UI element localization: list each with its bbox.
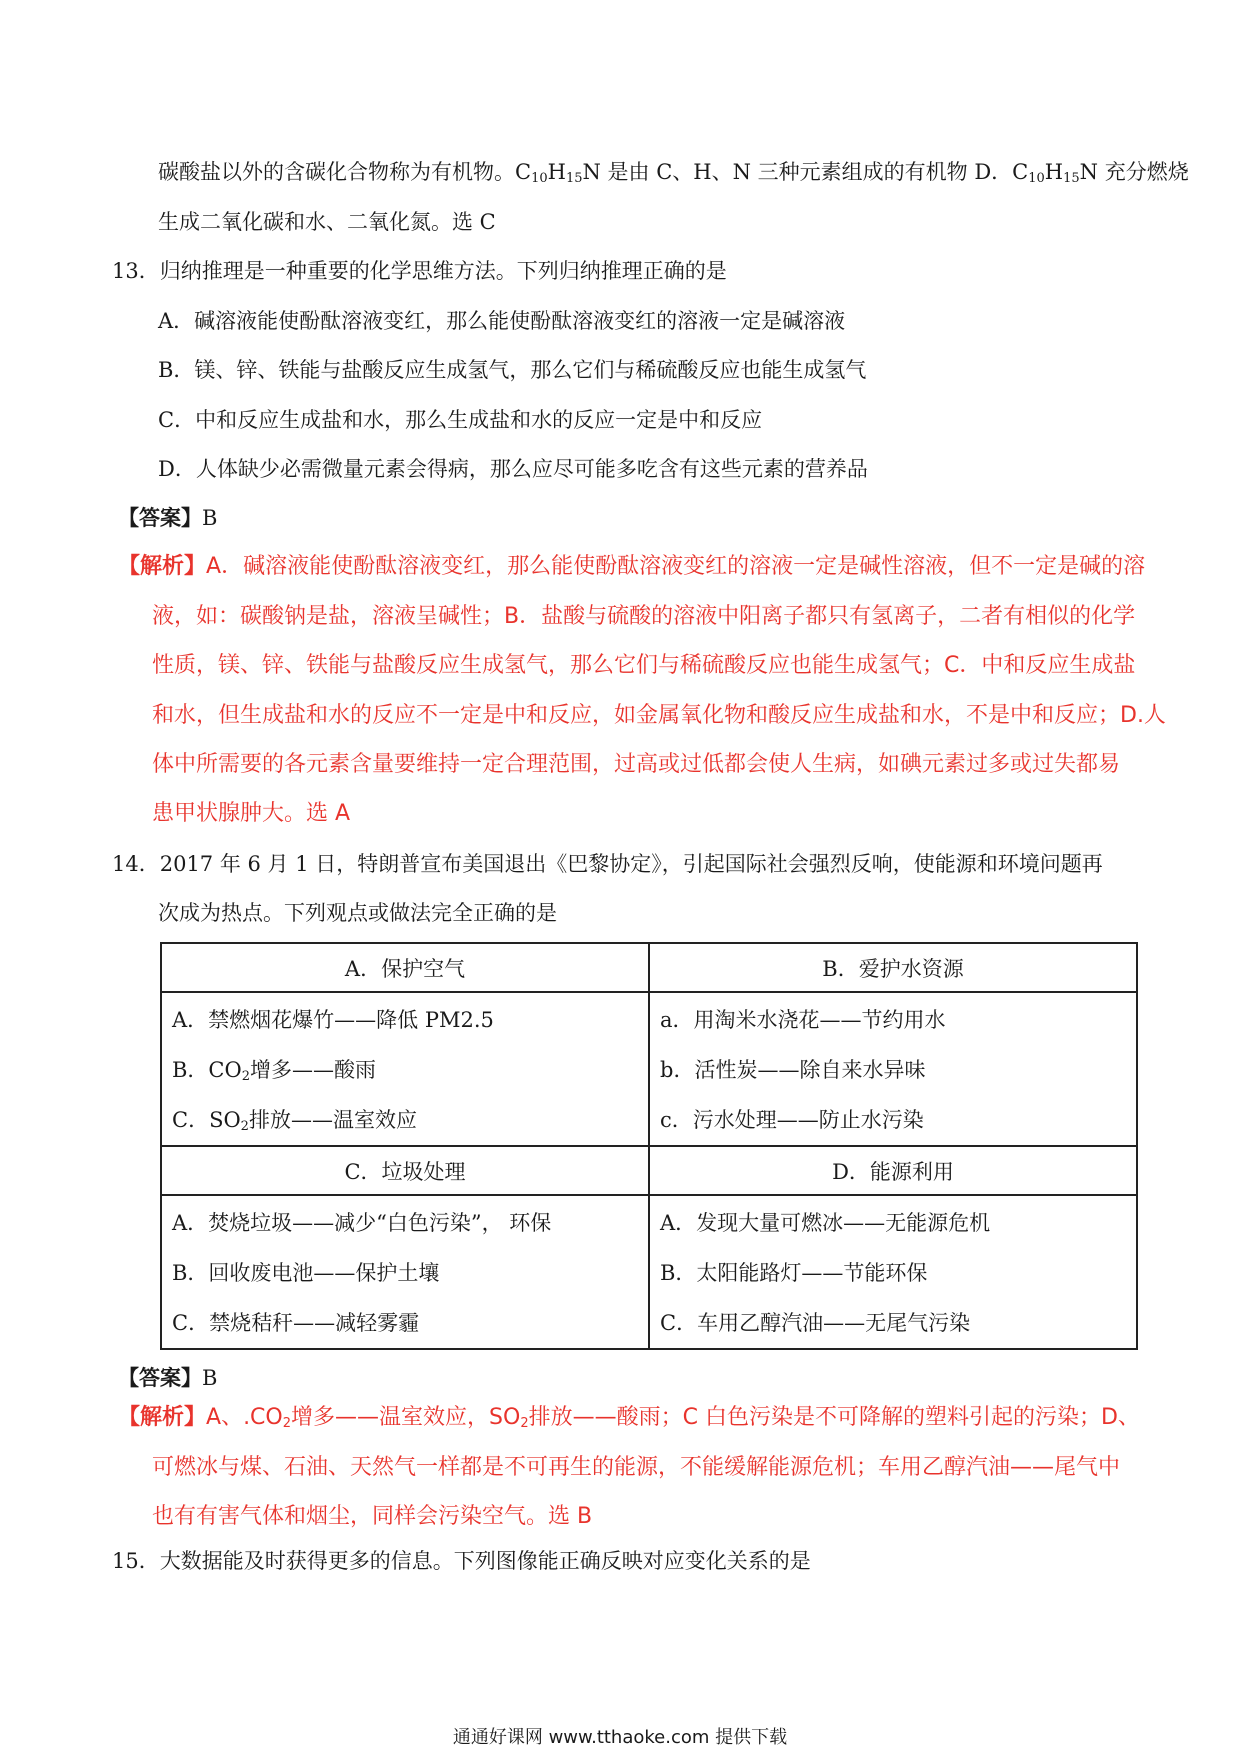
page-footer: 通通好课网 www.tthaoke.com 提供下载	[452, 1727, 788, 1748]
table-cell-b	[649, 992, 1137, 1146]
table-cell-c	[161, 1195, 649, 1349]
q13-option-c: C．中和反应生成盐和水，那么生成盐和水的反应一定是中和反应	[158, 408, 763, 432]
subscript: 10	[531, 171, 548, 186]
q13-analysis-line-4: 和水，但生成盐和水的反应不一定是中和反应，如金属氧化物和酸反应生成盐和水，不是中和反应；D.人	[152, 703, 1166, 728]
table-header-d: D．能源利用	[649, 1146, 1137, 1195]
q14-analysis-line-2: 可燃冰与煤、石油、天然气一样都是不可再生的能源，不能缓解能源危机；车用乙醇汽油——尾气中	[152, 1455, 1121, 1480]
table-item: B．太阳能路灯——节能环保	[660, 1261, 928, 1285]
subscript: 2	[520, 1416, 529, 1431]
text-segment: 增多——温室效应，SO	[291, 1405, 521, 1430]
answer-value: B	[202, 1366, 218, 1390]
q12-analysis-line-1	[158, 157, 1189, 187]
table-item: b．活性炭——除自来水异味	[660, 1058, 926, 1082]
q13-option-d: D．人体缺少必需微量元素会得病，那么应尽可能多吃含有这些元素的营养品	[158, 457, 868, 481]
table-header-a: A．保护空气	[161, 943, 649, 992]
answer-label: 【答案】	[118, 505, 202, 530]
text-segment: N 充分燃烧	[1079, 160, 1189, 184]
table-item: C．车用乙醇汽油——无尾气污染	[660, 1311, 971, 1335]
text-segment: 碳酸盐以外的含碳化合物称为有机物。C	[158, 160, 532, 184]
text-segment: B．CO	[172, 1058, 242, 1082]
subscript: 15	[565, 171, 583, 186]
subscript: 2	[282, 1416, 292, 1431]
q12-analysis-line-2: 生成二氧化碳和水、二氧化氮。选 C	[158, 210, 496, 234]
q14-stem-line-1: 14．2017 年 6 月 1 日，特朗普宣布美国退出《巴黎协定》，引起国际社会强烈反响，使能源和环境问题再	[112, 852, 1103, 876]
q14-options-table	[160, 942, 1138, 1350]
analysis-label: 【解析】	[118, 1405, 207, 1430]
table-item	[162, 1095, 648, 1145]
text-segment: A．碱溶液能使酚酞溶液变红，那么能使酚酞溶液变红的溶液一定是碱性溶液，但不一定是碱的溶	[206, 554, 1146, 579]
subscript: 10	[1028, 171, 1045, 186]
table-cell-d	[649, 1195, 1137, 1349]
table-item: A．禁燃烟花爆竹——降低 PM2.5	[172, 1008, 494, 1032]
q13-analysis-line-3: 性质，镁、锌、铁能与盐酸反应生成氢气，那么它们与稀硫酸反应也能生成氢气；C．中和反应生成盐	[152, 653, 1136, 678]
table-header-b: B．爱护水资源	[649, 943, 1137, 992]
table-item: c．污水处理——防止水污染	[660, 1108, 924, 1132]
q13-analysis-line-2: 液，如：碳酸钠是盐，溶液呈碱性；B．盐酸与硫酸的溶液中阳离子都只有氢离子，二者有相似的化学	[152, 604, 1136, 629]
q13-analysis-line-1	[118, 552, 1145, 582]
subscript: 15	[1063, 171, 1080, 186]
table-item: C．禁烧秸秆——减轻雾霾	[172, 1311, 420, 1335]
subscript: 2	[241, 1069, 250, 1084]
table-cell-a	[161, 992, 649, 1146]
text-segment: H	[1044, 160, 1064, 184]
q14-analysis-line-1	[118, 1403, 1140, 1433]
q14-analysis-line-3: 也有有害气体和烟尘，同样会污染空气。选 B	[152, 1504, 593, 1529]
table-item: a．用淘米水浇花——节约用水	[660, 1008, 946, 1032]
table-item: B．回收废电池——保护土壤	[172, 1261, 440, 1285]
text-segment: C．SO	[172, 1108, 241, 1132]
answer-value: B	[202, 506, 218, 530]
q13-stem: 13．归纳推理是一种重要的化学思维方法。下列归纳推理正确的是	[112, 259, 727, 283]
text-segment: 排放——温室效应	[248, 1108, 417, 1132]
text-segment: H	[547, 160, 566, 184]
q13-analysis-line-5: 体中所需要的各元素含量要维持一定合理范围，过高或过低都会使人生病，如碘元素过多或过失都易	[152, 752, 1121, 777]
q14-answer	[118, 1363, 217, 1393]
text-segment: 排放——酸雨；C 白色污染是不可降解的塑料引起的污染；D、	[528, 1405, 1140, 1430]
q15-stem: 15．大数据能及时获得更多的信息。下列图像能正确反映对应变化关系的是	[112, 1549, 811, 1573]
q13-analysis-line-6: 患甲状腺肿大。选 A	[152, 801, 351, 826]
text-segment: N 是由 C、H、N 三种元素组成的有机物 D．C	[582, 160, 1029, 184]
table-item: A．焚烧垃圾——减少“白色污染”， 环保	[172, 1211, 552, 1235]
q13-answer	[118, 503, 217, 533]
subscript: 2	[240, 1119, 249, 1134]
q13-option-a: A．碱溶液能使酚酞溶液变红，那么能使酚酞溶液变红的溶液一定是碱溶液	[158, 309, 846, 333]
table-item	[162, 1045, 648, 1095]
q14-stem-line-2: 次成为热点。下列观点或做法完全正确的是	[158, 901, 557, 925]
analysis-label: 【解析】	[118, 554, 207, 579]
text-segment: 增多——酸雨	[250, 1058, 376, 1082]
table-header-c: C．垃圾处理	[161, 1146, 649, 1195]
q13-option-b: B．镁、锌、铁能与盐酸反应生成氢气，那么它们与稀硫酸反应也能生成氢气	[158, 358, 867, 382]
text-segment: A、.CO	[206, 1405, 283, 1430]
table-item: A．发现大量可燃冰——无能源危机	[660, 1211, 991, 1235]
answer-label: 【答案】	[118, 1365, 202, 1390]
